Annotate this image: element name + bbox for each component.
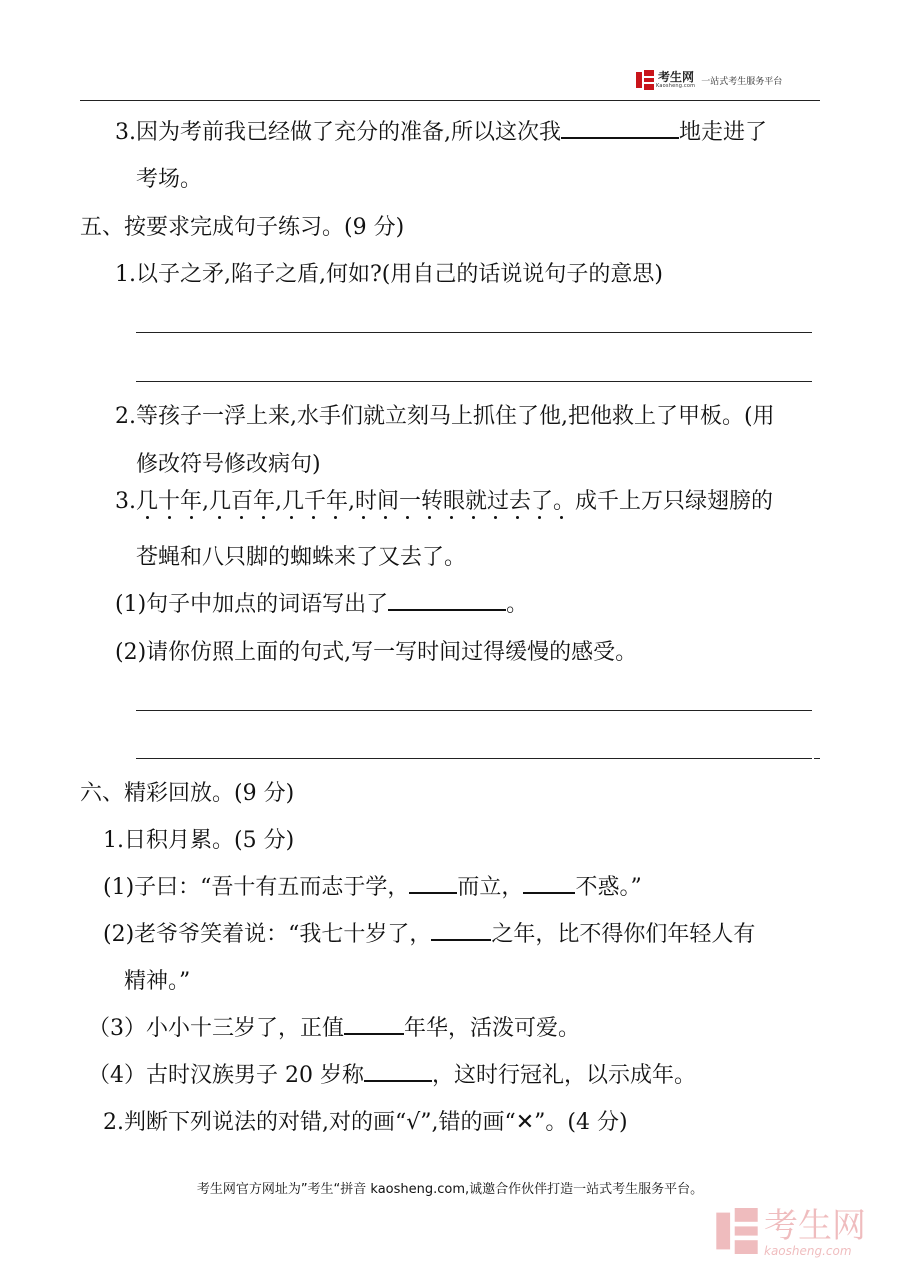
watermark-text: 考生网 [764, 1206, 866, 1246]
sec6-q1-1-text-c: 不惑。” [575, 875, 642, 900]
footer-note: 考生网官方网址为”考生“拼音 kaosheng.com,诚邀合作伙伴打造一站式考生服务平台。 [196, 1182, 704, 1197]
header-slogan: 一站式考生服务平台 [701, 76, 783, 87]
kaosheng-logo-icon [636, 70, 654, 90]
sec4-q3-line1 [115, 118, 767, 148]
answer-blank[interactable] [431, 921, 491, 941]
sec5-q3-line1: 3.几十年,几百年,几千年,时间一转眼就过去了。成千上万只绿翅膀的 [115, 489, 773, 514]
sec4-q3-line2: 考场。 [136, 167, 203, 192]
answer-line[interactable] [136, 332, 812, 333]
sec6-q1-1-text-a: (1)子曰：“吾十有五而志于学， [103, 875, 410, 900]
section-5-title: 五、按要求完成句子练习。(9 分) [80, 215, 405, 240]
sec4-q3-text-a: 3.因为考前我已经做了充分的准备,所以这次我 [115, 120, 561, 145]
sec5-q3-1 [115, 590, 528, 620]
answer-blank[interactable] [409, 874, 457, 894]
answer-line[interactable] [136, 710, 812, 711]
answer-blank[interactable] [523, 874, 575, 894]
sec5-q3-1-text-b: 。 [506, 592, 529, 617]
sec6-q2: 2.判断下列说法的对错,对的画“√”,错的画“✕”。(4 分) [103, 1110, 628, 1135]
sec6-q1-4-text-a: （4）古时汉族男子 20 岁称 [88, 1063, 364, 1088]
answer-blank[interactable] [344, 1015, 404, 1035]
sec6-q1-2-text-b: 之年，比不得你们年轻人有 [491, 922, 756, 947]
sec6-q1-4 [88, 1061, 696, 1091]
header-logo [636, 68, 782, 92]
sec6-q1-1-text-b: 而立， [457, 875, 524, 900]
sec6-q1-3 [88, 1014, 580, 1044]
sec6-q1-1 [103, 873, 642, 903]
sec6-q1-3-text-b: 年华，活泼可爱。 [404, 1016, 581, 1041]
answer-line[interactable] [136, 758, 812, 759]
logo-text: 考生网 [658, 70, 695, 84]
sec6-q1-3-text-a: （3）小小十三岁了，正值 [88, 1016, 344, 1041]
answer-line[interactable] [136, 381, 812, 382]
sec4-q3-text-b: 地走进了 [679, 120, 768, 145]
watermark-logo-icon [716, 1208, 758, 1258]
logo-subtext: Kaosheng.com [656, 83, 696, 89]
watermark-subtext: kaosheng.com [764, 1244, 852, 1258]
sec5-q3-line2: 苍蝇和八只脚的蜘蛛来了又去了。 [136, 545, 467, 570]
sec5-q2-line1: 2.等孩子一浮上来,水手们就立刻马上抓住了他,把他救上了甲板。(用 [115, 404, 775, 429]
answer-blank[interactable] [364, 1062, 432, 1082]
sec6-q1-4-text-b: ，这时行冠礼，以示成年。 [431, 1063, 696, 1088]
sec6-q1-2 [103, 920, 755, 950]
answer-blank[interactable] [388, 591, 506, 611]
header-divider [80, 100, 820, 101]
sec5-q3-1-text-a: (1)句子中加点的词语写出了 [115, 592, 389, 617]
sec6-q1-2-text-a: (2)老爷爷笑着说：“我七十岁了， [103, 922, 432, 947]
sec6-q1: 1.日积月累。(5 分) [103, 828, 295, 853]
section-6-title: 六、精彩回放。(9 分) [80, 781, 295, 806]
sec6-q1-2-line2: 精神。” [124, 969, 191, 994]
watermark [716, 1208, 866, 1258]
line-tick [814, 758, 820, 759]
sec5-q3-2: (2)请你仿照上面的句式,写一写时间过得缓慢的感受。 [115, 640, 638, 665]
sec5-q2-line2: 修改符号修改病句) [136, 452, 321, 477]
answer-blank[interactable] [561, 119, 679, 139]
sec5-q1: 1.以子之矛,陷子之盾,何如?(用自己的话说说句子的意思) [115, 262, 663, 287]
